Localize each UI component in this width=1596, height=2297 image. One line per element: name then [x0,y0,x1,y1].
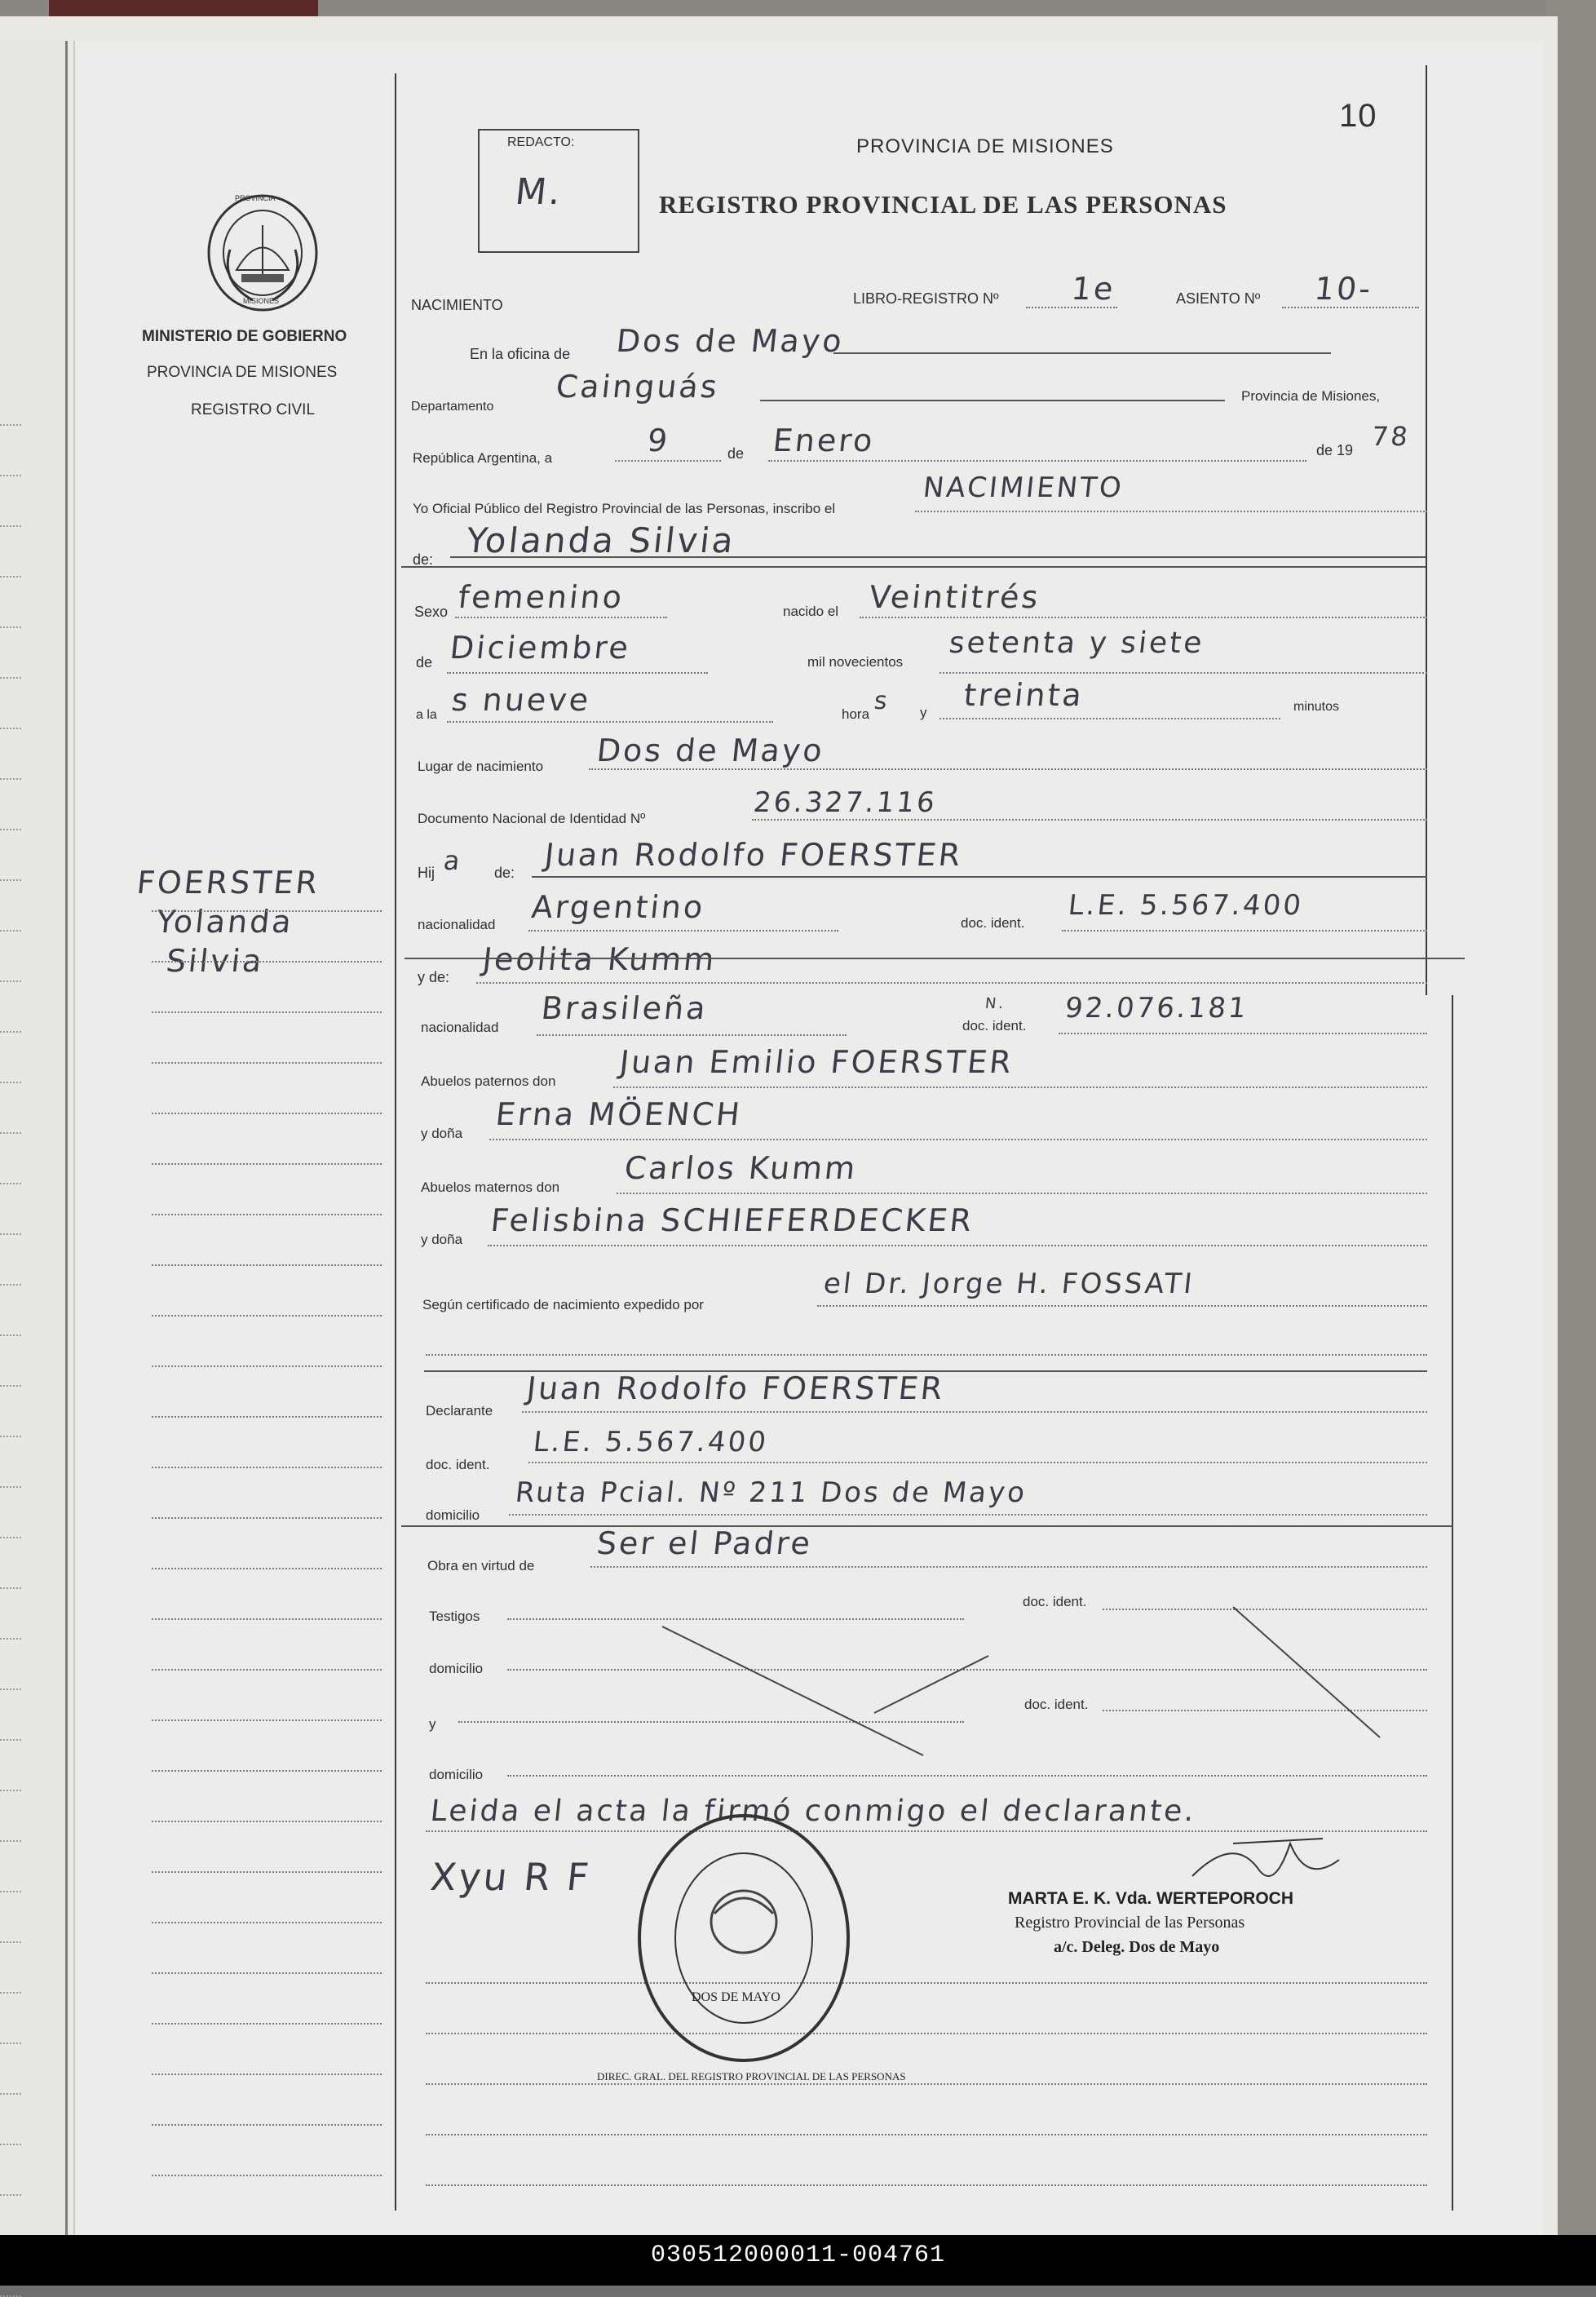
declarante-value: Juan Rodolfo FOERSTER [524,1370,947,1406]
mother-name: Jeolita Kumm [480,941,718,977]
testigo-domicilio2-label: domicilio [429,1767,484,1782]
libro-label: LIBRO-REGISTRO Nº [853,290,999,307]
seal-outer-text: DIREC. GRAL. DEL REGISTRO PROVINCIAL DE LAS PERSONAS [597,2070,906,2082]
redacto-label: REDACTO: [507,135,575,149]
birth-year-value: setenta y siete [947,626,1206,660]
name-underline [401,566,1426,568]
folio-number: 10 [1339,98,1377,134]
margin-ruled-line [152,1264,382,1266]
previous-page-rule [0,1992,21,1994]
lugar-value: Dos de Mayo [595,732,827,768]
section-divider [401,1525,1453,1527]
lower-ruled-line [426,2134,1427,2135]
hija-suffix: a [442,845,464,876]
testigo-doc2-label: doc. ident. [1024,1697,1089,1712]
month-line [768,460,1306,462]
margin-note-first-name: Yolanda [154,904,296,940]
previous-page-rule [0,879,21,881]
minutes-line [939,718,1280,719]
previous-page-rule [0,525,21,527]
previous-page-rule [0,424,21,426]
name-line [450,556,1426,558]
official-delegation: a/c. Deleg. Dos de Mayo [1054,1938,1220,1956]
dni-line [752,819,1427,821]
lower-ruled-line [426,2033,1427,2034]
dni-label: Documento Nacional de Identidad Nº [418,811,646,826]
paternal-grandfather: Juan Emilio FOERSTER [617,1044,1016,1080]
official-name: MARTA E. K. Vda. WERTEPOROCH [1008,1889,1294,1908]
minutos-label: minutos [1293,700,1340,714]
maternal-grandmother: Felisbina SCHIEFERDECKER [489,1202,976,1238]
year-value: 78 [1370,421,1412,452]
lugar-line [589,768,1427,770]
certificado-line-2 [426,1354,1427,1356]
margin-ruled-line [152,1568,382,1569]
minutes-value: treinta [962,677,1086,713]
domicilio-value: Ruta Pcial. Nº 211 Dos de Mayo [513,1476,1029,1509]
previous-page-rule [0,1486,21,1488]
act-type-label: NACIMIENTO [411,297,503,313]
previous-page-rule [0,1385,21,1387]
margin-ruled-line [152,1163,382,1165]
dni-value: 26.327.116 [751,786,939,819]
closing-statement: Leida el acta la firmó conmigo el declarante. [428,1795,1198,1828]
margin-ruled-line [152,1062,382,1064]
previous-page-rule [0,1233,21,1235]
previous-page-rule [0,778,21,780]
father-nationality: Argentino [529,889,707,925]
nacido-label: nacido el [783,604,839,619]
oficina-line [833,352,1331,354]
previous-page-rule [0,1436,21,1437]
doc2-mark: N. [984,995,1007,1012]
sexo-line [455,617,667,618]
asiento-line [1282,307,1419,308]
margin-ruled-line [152,1821,382,1822]
sexo-label: Sexo [414,604,449,620]
previous-page-rule [0,728,21,729]
maternal-grandfather: Carlos Kumm [622,1150,860,1186]
previous-page-rule [0,677,21,679]
abuelos-maternos-label: Abuelos maternos don [421,1179,560,1195]
redacto-initials: M. [513,171,565,213]
previous-page-rule [0,1739,21,1741]
margin-ruled-line [152,2175,382,2176]
previous-page-rule [0,1840,21,1842]
paternal-grandmother: Erna MÖENCH [493,1096,744,1132]
de-name-label: de: [413,551,434,568]
previous-page-rule [0,1132,21,1134]
previous-page-rule [0,1587,21,1589]
hour-value: s nueve [449,682,593,718]
previous-page-rule [0,626,21,628]
margin-ruled-line [152,1365,382,1367]
margin-ruled-line [152,1618,382,1620]
father-name: Juan Rodolfo FOERSTER [542,837,965,873]
registry-title: REGISTRO PROVINCIAL DE LAS PERSONAS [659,190,1227,219]
domicilio-label: domicilio [426,1507,480,1523]
margin-ruled-line [152,1467,382,1468]
year-label: de 19 [1316,442,1354,458]
previous-page-rule [0,2043,21,2044]
testigo-y-label: y [429,1716,436,1732]
hija-de-label: de: [494,865,515,881]
margin-ruled-line [152,2073,382,2075]
decl-doc-line [528,1462,1427,1463]
mother-line [476,982,1427,984]
declarante-line [522,1411,1427,1413]
margin-ruled-line [152,1113,382,1114]
inscribo-value: NACIMIENTO [921,471,1125,504]
yo-oficial-label: Yo Oficial Público del Registro Provincial de las Personas, inscribo el [413,501,836,516]
departamento-value: Cainguás [554,369,722,405]
previous-page-rule [0,1891,21,1892]
previous-page-rule [0,1082,21,1083]
asiento-value: 10- [1312,271,1375,307]
father-doc: L.E. 5.567.400 [1066,889,1305,922]
libro-line [1026,307,1117,308]
register-page [73,41,1543,2243]
lower-ruled-line [426,2184,1427,2186]
page-right-rule [1426,65,1427,995]
margin-ruled-line [152,910,382,912]
margin-ruled-line [152,1770,382,1772]
certificado-label: Según certificado de nacimiento expedido por [422,1297,704,1312]
witness-cancel-strokes [564,1574,1461,1770]
previous-page-rule [0,576,21,578]
previous-page-rule [0,2194,21,2196]
registry-seal-icon [630,1808,858,2069]
mother-doc-line [1059,1033,1427,1034]
nacionalidad2-label: nacionalidad [421,1020,499,1035]
de-label: de [727,445,745,462]
hour-line [447,721,773,723]
previous-page-rule [0,1031,21,1033]
departamento-line [760,400,1225,401]
page-margin-line [395,73,396,2211]
paternal-grandfather-line [613,1087,1427,1088]
margin-ruled-line [152,961,382,963]
doc2-label: doc. ident. [962,1018,1027,1033]
crest-bottom-text: MISIONES [243,297,280,305]
inscribo-line [915,511,1427,512]
domicilio-line [509,1514,1427,1516]
certificado-line [817,1305,1427,1307]
birth-month-line [447,672,708,674]
hija-label: Hij [418,865,435,881]
previous-page-rule [0,980,21,982]
provincial-crest-icon [204,193,321,313]
previous-page-rule [0,1790,21,1791]
previous-page-rule [0,1688,21,1690]
sexo-value: femenino [456,579,626,615]
previous-page-rule [0,2093,21,2095]
a-la-label: a la [416,708,437,722]
previous-page-edge [0,41,68,2235]
margin-ruled-line [152,1416,382,1418]
previous-page-rule [0,1284,21,1286]
de2-label: de [416,654,433,671]
father-nationality-line [528,930,838,932]
y-de-label: y de: [418,969,450,985]
day-value: 9 [645,423,672,458]
obra-line [590,1566,1427,1568]
ministry-name: MINISTERIO DE GOBIERNO [142,328,347,345]
previous-page-rule [0,1638,21,1640]
oficina-label: En la oficina de [470,346,571,362]
birth-month-value: Diciembre [448,630,633,666]
testigo-domicilio2-line [507,1775,1427,1777]
margin-ruled-line [152,1719,382,1721]
ministry-province: PROVINCIA DE MISIONES [147,364,338,381]
mother-doc: 92.076.181 [1063,992,1250,1025]
official-role: Registro Provincial de las Personas [1015,1914,1245,1932]
previous-page-rule [0,1941,21,1943]
nacido-line [860,617,1427,618]
provincia-label: Provincia de Misiones, [1241,388,1381,404]
previous-page-rule [0,1334,21,1336]
day-line [615,460,721,462]
horas-suffix: s [873,687,891,715]
libro-value: 1e [1069,271,1117,307]
lugar-label: Lugar de nacimiento [418,759,544,774]
testigos-label: Testigos [429,1609,480,1624]
image-id: 030512000011-004761 [650,2242,946,2269]
y-dona-label: y doña [421,1126,463,1141]
register-book [0,16,1558,2235]
maternal-grandfather-line [617,1193,1427,1194]
maternal-grandmother-line [488,1245,1427,1246]
father-line [532,876,1427,878]
previous-page-rule [0,930,21,932]
margin-ruled-line [152,2023,382,2025]
province-heading: PROVINCIA DE MISIONES [856,135,1114,157]
margin-ruled-line [152,1214,382,1215]
doc-ident-label: doc. ident. [961,915,1025,931]
margin-note-second-name: Silvia [164,943,266,979]
crest-top-text: PROVINCIA [235,194,276,202]
departamento-label: Departamento [411,400,494,414]
previous-page-rule [0,829,21,830]
margin-ruled-line [152,1669,382,1671]
margin-note-surname: FOERSTER [135,865,322,901]
margin-ruled-line [152,1315,382,1317]
previous-page-rule [0,2144,21,2145]
testigo-domicilio-label: domicilio [429,1661,484,1676]
horas-label: hora [842,706,870,722]
asiento-label: ASIENTO Nº [1176,290,1261,307]
margin-ruled-line [152,1922,382,1923]
margin-ruled-line [152,1972,382,1974]
declarante-label: Declarante [426,1403,493,1418]
civil-registry: REGISTRO CIVIL [191,401,316,418]
birth-year-line [939,672,1427,674]
paternal-grandmother-line [489,1139,1427,1140]
testigo-doc-label: doc. ident. [1023,1594,1087,1609]
republica-label: República Argentina, a [413,450,553,466]
father-doc-line [1062,930,1427,932]
previous-page-rule [0,475,21,476]
previous-page-rule [0,1537,21,1538]
decl-doc-label: doc. ident. [426,1457,490,1472]
oficina-value: Dos de Mayo [614,323,847,359]
certificado-value: el Dr. Jorge H. FOSSATI [821,1268,1196,1300]
y-dona2-label: y doña [421,1232,463,1247]
margin-ruled-line [152,2124,382,2126]
margin-ruled-line [152,1011,382,1013]
mother-nationality-line [537,1034,847,1036]
nacido-value: Veintitrés [867,579,1042,615]
lower-ruled-line [426,2083,1427,2085]
previous-page-rule [0,1183,21,1184]
lower-ruled-line [426,1982,1427,1984]
mil-novecientos-label: mil novecientos [807,654,904,670]
abuelos-paternos-label: Abuelos paternos don [421,1073,556,1089]
declarant-signature: Xyu R F [428,1855,594,1899]
month-value: Enero [771,423,877,458]
mother-upper-line [405,958,1465,959]
mother-nationality: Brasileña [539,990,710,1026]
margin-ruled-line [152,1871,382,1873]
decl-doc-value: L.E. 5.567.400 [531,1426,770,1458]
y-label: y [920,705,927,720]
obra-label: Obra en virtud de [427,1558,535,1573]
registered-name: Yolanda Silvia [464,520,738,560]
obra-value: Ser el Padre [595,1525,815,1561]
nacionalidad-label: nacionalidad [418,917,496,932]
seal-inner-text: DOS DE MAYO [692,1990,780,2004]
margin-ruled-line [152,1517,382,1519]
